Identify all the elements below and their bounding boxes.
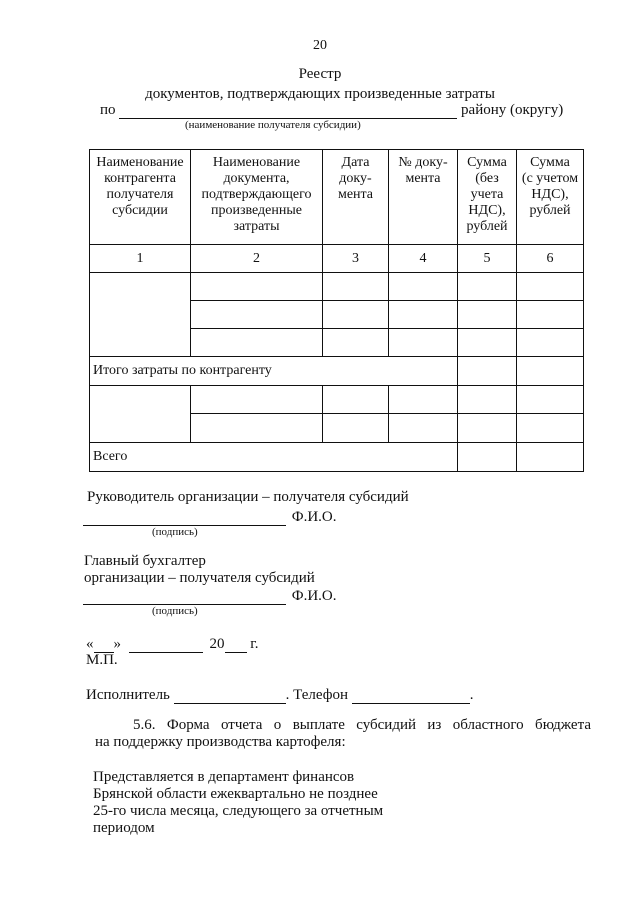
date-line xyxy=(86,635,258,653)
date-close-quote: » xyxy=(113,636,121,652)
col-header-sum-with-vat: Сумма (с учетом НДС), рублей xyxy=(517,150,584,245)
column-numbers-row xyxy=(90,245,584,273)
note-line3: 25-го числа месяца, следующего за отчетным xyxy=(93,803,384,819)
empty-cell xyxy=(323,386,389,414)
signature-blank xyxy=(83,587,286,605)
total-row xyxy=(90,443,584,472)
col-header-sum-without-vat: Сумма (без учета НДС), рублей xyxy=(458,150,517,245)
registry-subtitle: документов, подтверждающих произведенные затраты xyxy=(145,86,495,102)
accountant-fio: Ф.И.О. xyxy=(291,588,337,604)
phone-end-dot: . xyxy=(469,687,474,703)
registry-table xyxy=(89,149,584,472)
district-line xyxy=(100,101,563,119)
table-header-row xyxy=(90,150,584,245)
head-fio: Ф.И.О. xyxy=(291,509,337,525)
accountant-signature-line xyxy=(83,587,337,605)
empty-cell xyxy=(458,386,517,414)
empty-cell xyxy=(389,273,458,301)
empty-cell xyxy=(517,357,584,386)
col-header-contractor: Наименование контрагента получателя субсидии xyxy=(90,150,191,245)
empty-cell xyxy=(458,443,517,472)
note-line2: Брянской области ежеквартально не позднее xyxy=(93,786,378,802)
subtotal-row xyxy=(90,357,584,386)
empty-cell xyxy=(191,329,323,357)
empty-cell xyxy=(517,414,584,443)
col-header-document-name: Наименование документа, подтверждающего произведенные затраты xyxy=(191,150,323,245)
paragraph-line2: на поддержку производства картофеля: xyxy=(95,734,346,750)
table-row xyxy=(90,273,584,301)
empty-cell xyxy=(517,273,584,301)
col-number: 3 xyxy=(323,245,389,273)
subtotal-label: Итого затраты по контрагенту xyxy=(90,357,458,386)
empty-cell xyxy=(389,301,458,329)
col-number: 4 xyxy=(389,245,458,273)
empty-cell xyxy=(517,301,584,329)
empty-cell xyxy=(191,414,323,443)
head-signature-line xyxy=(83,508,337,526)
district-blank xyxy=(119,101,457,119)
contractor-cell xyxy=(90,386,191,443)
empty-cell xyxy=(458,414,517,443)
empty-cell xyxy=(323,329,389,357)
accountant-title-line2: организации – получателя субсидий xyxy=(84,570,315,586)
col-number: 1 xyxy=(90,245,191,273)
note-line1: Представляется в департамент финансов xyxy=(93,769,355,785)
empty-cell xyxy=(191,386,323,414)
empty-cell xyxy=(517,443,584,472)
col-number: 2 xyxy=(191,245,323,273)
empty-cell xyxy=(517,329,584,357)
col-number: 5 xyxy=(458,245,517,273)
year-prefix: 20 xyxy=(209,636,225,652)
empty-cell xyxy=(458,273,517,301)
month-blank xyxy=(129,635,203,653)
empty-cell xyxy=(458,357,517,386)
day-blank xyxy=(94,635,114,653)
empty-cell xyxy=(191,301,323,329)
head-title: Руководитель организации – получателя субсидий xyxy=(87,489,409,505)
empty-cell xyxy=(323,273,389,301)
executor-line xyxy=(86,686,473,704)
empty-cell xyxy=(323,414,389,443)
col-number: 6 xyxy=(517,245,584,273)
head-sign-caption: (подпись) xyxy=(152,526,198,538)
empty-cell xyxy=(389,329,458,357)
accountant-sign-caption: (подпись) xyxy=(152,605,198,617)
empty-cell xyxy=(389,414,458,443)
phone-blank xyxy=(352,686,470,704)
stamp-place: М.П. xyxy=(86,652,118,668)
note-line4: периодом xyxy=(93,820,155,836)
empty-cell xyxy=(191,273,323,301)
registry-title: Реестр xyxy=(298,66,342,82)
empty-cell xyxy=(458,301,517,329)
empty-cell xyxy=(458,329,517,357)
empty-cell xyxy=(517,386,584,414)
empty-cell xyxy=(389,386,458,414)
district-suffix: району (округу) xyxy=(461,102,564,118)
page-number: 20 xyxy=(313,38,327,53)
col-header-document-date: Дата доку- мента xyxy=(323,150,389,245)
year-suffix: г. xyxy=(250,636,259,652)
contractor-cell xyxy=(90,273,191,357)
signature-blank xyxy=(83,508,286,526)
accountant-title-line1: Главный бухгалтер xyxy=(84,553,206,569)
year-blank xyxy=(225,635,247,653)
empty-cell xyxy=(323,301,389,329)
phone-label: . Телефон xyxy=(285,687,348,703)
date-open-quote: « xyxy=(86,636,94,652)
total-label: Всего xyxy=(90,443,458,472)
executor-blank xyxy=(174,686,286,704)
table-row xyxy=(90,386,584,414)
recipient-caption: (наименование получателя субсидии) xyxy=(185,119,361,131)
paragraph-line1: 5.6. Форма отчета о выплате субсидий из областного бюджета xyxy=(133,717,591,733)
district-prefix: по xyxy=(100,102,116,118)
col-header-document-number: № доку- мента xyxy=(389,150,458,245)
executor-label: Исполнитель xyxy=(86,687,170,703)
